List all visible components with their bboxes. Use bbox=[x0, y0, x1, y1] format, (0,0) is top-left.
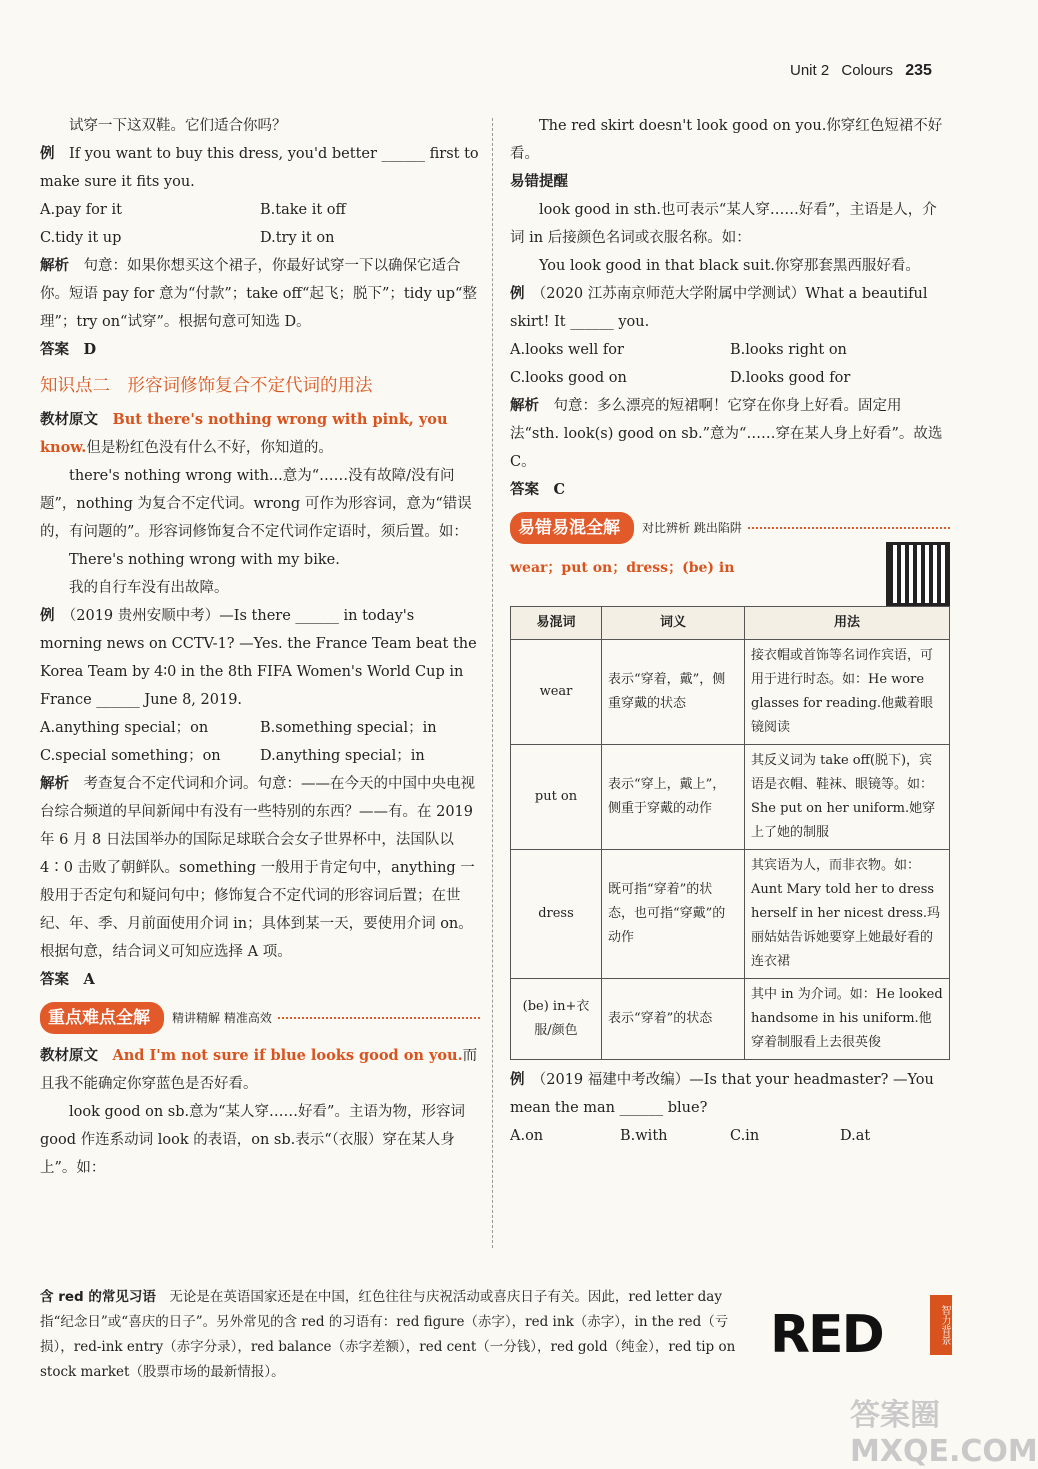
cell-meaning: 既可指“穿着”的状态，也可指“穿戴”的动作 bbox=[602, 850, 745, 979]
watermark: 答案圈 MXQE.COM bbox=[850, 1398, 1038, 1469]
option: C.tidy it up bbox=[40, 230, 122, 246]
option: C.looks good on bbox=[510, 370, 627, 386]
confusables-heading: wear；put on；dress；(be) in bbox=[510, 560, 735, 576]
banner-title: 易错易混全解 bbox=[510, 512, 634, 544]
option: D.looks good for bbox=[730, 370, 851, 386]
banner-subtitle: 精讲精解 精准高效 bbox=[172, 1011, 272, 1025]
page-header bbox=[790, 62, 932, 80]
unit-title: Colours bbox=[841, 62, 894, 79]
option: D.anything special；in bbox=[260, 748, 425, 764]
cell-usage: 接衣帽或首饰等名词作宾语，可用于进行时态。如：He wore glasses for reading.他戴着眼镜阅读 bbox=[745, 640, 950, 745]
paragraph: The red skirt doesn't look good on you.你穿红色短裙不好看。 bbox=[510, 118, 943, 162]
table-row bbox=[511, 979, 950, 1060]
example-4: 例 （2019 福建中考改编）—Is that your headmaster? —You mean the man ______ blue? bbox=[510, 1072, 934, 1116]
analysis-2: 解析 考查复合不定代词和介词。句意：——在今天的中国中央电视台综合频道的早间新闻中有没有一些特别的东西？——有。在 2019 年 6 月 8 日法国举办的国际足球联合会女子世界杯中，法国队以 4∶0 击败了朝鲜队。something 一般用于肯定句中，anything 一般用于否定句和疑问句中；修饰复合不定代词的形容词后置；在世纪、年、季、月前面使用介词 in；具体到某一天，要使用介词 on。根据句意，结合词义可知应选择 A 项。 bbox=[40, 776, 475, 960]
cell-word: (be) in+衣服/颜色 bbox=[511, 979, 602, 1060]
error-note: look good in sth.也可表示“某人穿……好看”，主语是人，介词 in 后接颜色名词或衣服名称。如： bbox=[510, 202, 937, 246]
option: D.at bbox=[840, 1128, 871, 1144]
example-3: 例 （2020 江苏南京师范大学附属中学测试）What a beautiful skirt! It ______ you. bbox=[510, 286, 928, 330]
option: B.looks right on bbox=[730, 342, 847, 358]
table-row bbox=[511, 850, 950, 979]
cell-usage: 其宾语为人，而非衣物。如：Aunt Mary told her to dress herself in her nicest dress.玛丽姑姑告诉她要穿上她最好看的连衣裙 bbox=[745, 850, 950, 979]
cell-word: wear bbox=[511, 640, 602, 745]
answer-2: 答案 A bbox=[40, 971, 95, 988]
side-badge: 智力背景 bbox=[930, 1295, 952, 1355]
cell-usage: 其中 in 为介词。如：He looked handsome in his uniform.他穿着制服看上去很英俊 bbox=[745, 979, 950, 1060]
column-header: 词义 bbox=[602, 607, 745, 640]
banner-subtitle: 对比辨析 跳出陷阱 bbox=[642, 521, 742, 535]
option: A.on bbox=[510, 1128, 544, 1144]
option: D.try it on bbox=[260, 230, 335, 246]
analysis-3: 解析 句意：多么漂亮的短裙啊！它穿在你身上好看。固定用法“sth. look(s) good on sb.”意为“……穿在某人身上好看”。故选 C。 bbox=[510, 398, 943, 470]
explanation: there's nothing wrong with...意为“……没有故障/没有问题”，nothing 为复合不定代词。wrong 可作为形容词，意为“错误的，有问题的”。形容词修饰复合不定代词作定语时，须后置。如： bbox=[40, 468, 472, 540]
options-3 bbox=[510, 336, 950, 392]
table-row bbox=[511, 745, 950, 850]
cell-meaning: 表示“穿着，戴”，侧重穿戴的状态 bbox=[602, 640, 745, 745]
page-number: 235 bbox=[905, 62, 932, 79]
column-header: 易混词 bbox=[511, 607, 602, 640]
option: A.looks well for bbox=[510, 342, 624, 358]
footer-idioms bbox=[40, 1285, 740, 1385]
example-2: 例 （2019 贵州安顺中考）—Is there ______ in today's morning news on CCTV-1? —Yes. the France Team beat the Korea Team by 4∶0 in the 8th FIFA Women's World Cup in France ______ June 8, 2019. bbox=[40, 608, 477, 708]
cell-word: put on bbox=[511, 745, 602, 850]
banner-confusables bbox=[510, 512, 950, 544]
banner-key-points bbox=[40, 1002, 480, 1034]
right-column bbox=[510, 112, 950, 1150]
option: C.in bbox=[730, 1128, 760, 1144]
sample-cn: 我的自行车没有出故障。 bbox=[69, 580, 229, 596]
paragraph: 试穿一下这双鞋。它们适合你吗？ bbox=[69, 118, 287, 134]
option: A.anything special；on bbox=[40, 720, 209, 736]
footer-title: 含 red 的常见习语 bbox=[40, 1289, 156, 1305]
original-text-2: 教材原文 And I'm not sure if blue looks good on you.而且我不能确定你穿蓝色是否好看。 bbox=[40, 1047, 478, 1092]
error-sample: You look good in that black suit.你穿那套黑西服好看。 bbox=[539, 258, 920, 274]
original-text: 教材原文 But there's nothing wrong with pink, you know.但是粉红色没有什么不好，你知道的。 bbox=[40, 411, 448, 456]
left-column bbox=[40, 112, 480, 1182]
answer-3: 答案 C bbox=[510, 481, 566, 498]
table-row bbox=[511, 640, 950, 745]
option: B.something special；in bbox=[260, 720, 437, 736]
example-1: 例 If you want to buy this dress, you'd better ______ first to make sure it fits you. bbox=[40, 146, 479, 190]
unit-label: Unit 2 bbox=[790, 62, 830, 79]
red-logo: RED bbox=[770, 1305, 883, 1365]
explanation-2: look good on sb.意为“某人穿……好看”。主语为物，形容词 good 作连系动词 look 的表语，on sb.表示“（衣服）穿在某人身上”。如： bbox=[40, 1104, 465, 1176]
options-2 bbox=[40, 714, 480, 770]
option: B.take it off bbox=[260, 202, 346, 218]
options-4 bbox=[510, 1122, 950, 1150]
cell-meaning: 表示“穿着”的状态 bbox=[602, 979, 745, 1060]
column-header: 用法 bbox=[745, 607, 950, 640]
section-heading: 知识点二 形容词修饰复合不定代词的用法 bbox=[40, 376, 373, 396]
error-note-heading: 易错提醒 bbox=[510, 174, 568, 190]
confusables-table bbox=[510, 606, 950, 1060]
cell-meaning: 表示“穿上，戴上”，侧重于穿戴的动作 bbox=[602, 745, 745, 850]
column-divider bbox=[492, 118, 493, 1248]
answer-1: 答案 D bbox=[40, 341, 97, 358]
option: A.pay for it bbox=[40, 202, 122, 218]
footer-text: 无论是在英语国家还是在中国，红色往往与庆祝活动或喜庆日子有关。因此，red letter day 指“纪念日”或“喜庆的日子”。另外常见的含 red 的习语有：red figure（赤字），red ink（赤字），in the red（亏损），red-ink entry（赤字分录），red balance（赤字差额），red cent（一分钱），red gold（纯金），red tip on stock market（股票市场的最新情报）。 bbox=[40, 1289, 736, 1380]
banner-title: 重点难点全解 bbox=[40, 1002, 164, 1034]
option: C.special something；on bbox=[40, 748, 221, 764]
sample-en: There's nothing wrong with my bike. bbox=[69, 552, 340, 568]
option: B.with bbox=[620, 1128, 668, 1144]
analysis-1: 解析 句意：如果你想买这个裙子，你最好试穿一下以确保它适合你。短语 pay for 意为“付款”；take off“起飞；脱下”；tidy up“整理”；try on“试穿”。根据句意可知选 D。 bbox=[40, 258, 477, 330]
qr-code[interactable] bbox=[886, 542, 950, 606]
options-1 bbox=[40, 196, 480, 252]
table-header-row bbox=[511, 607, 950, 640]
cell-word: dress bbox=[511, 850, 602, 979]
cell-usage: 其反义词为 take off(脱下)，宾语是衣帽、鞋袜、眼镜等。如：She put on her uniform.她穿上了她的制服 bbox=[745, 745, 950, 850]
